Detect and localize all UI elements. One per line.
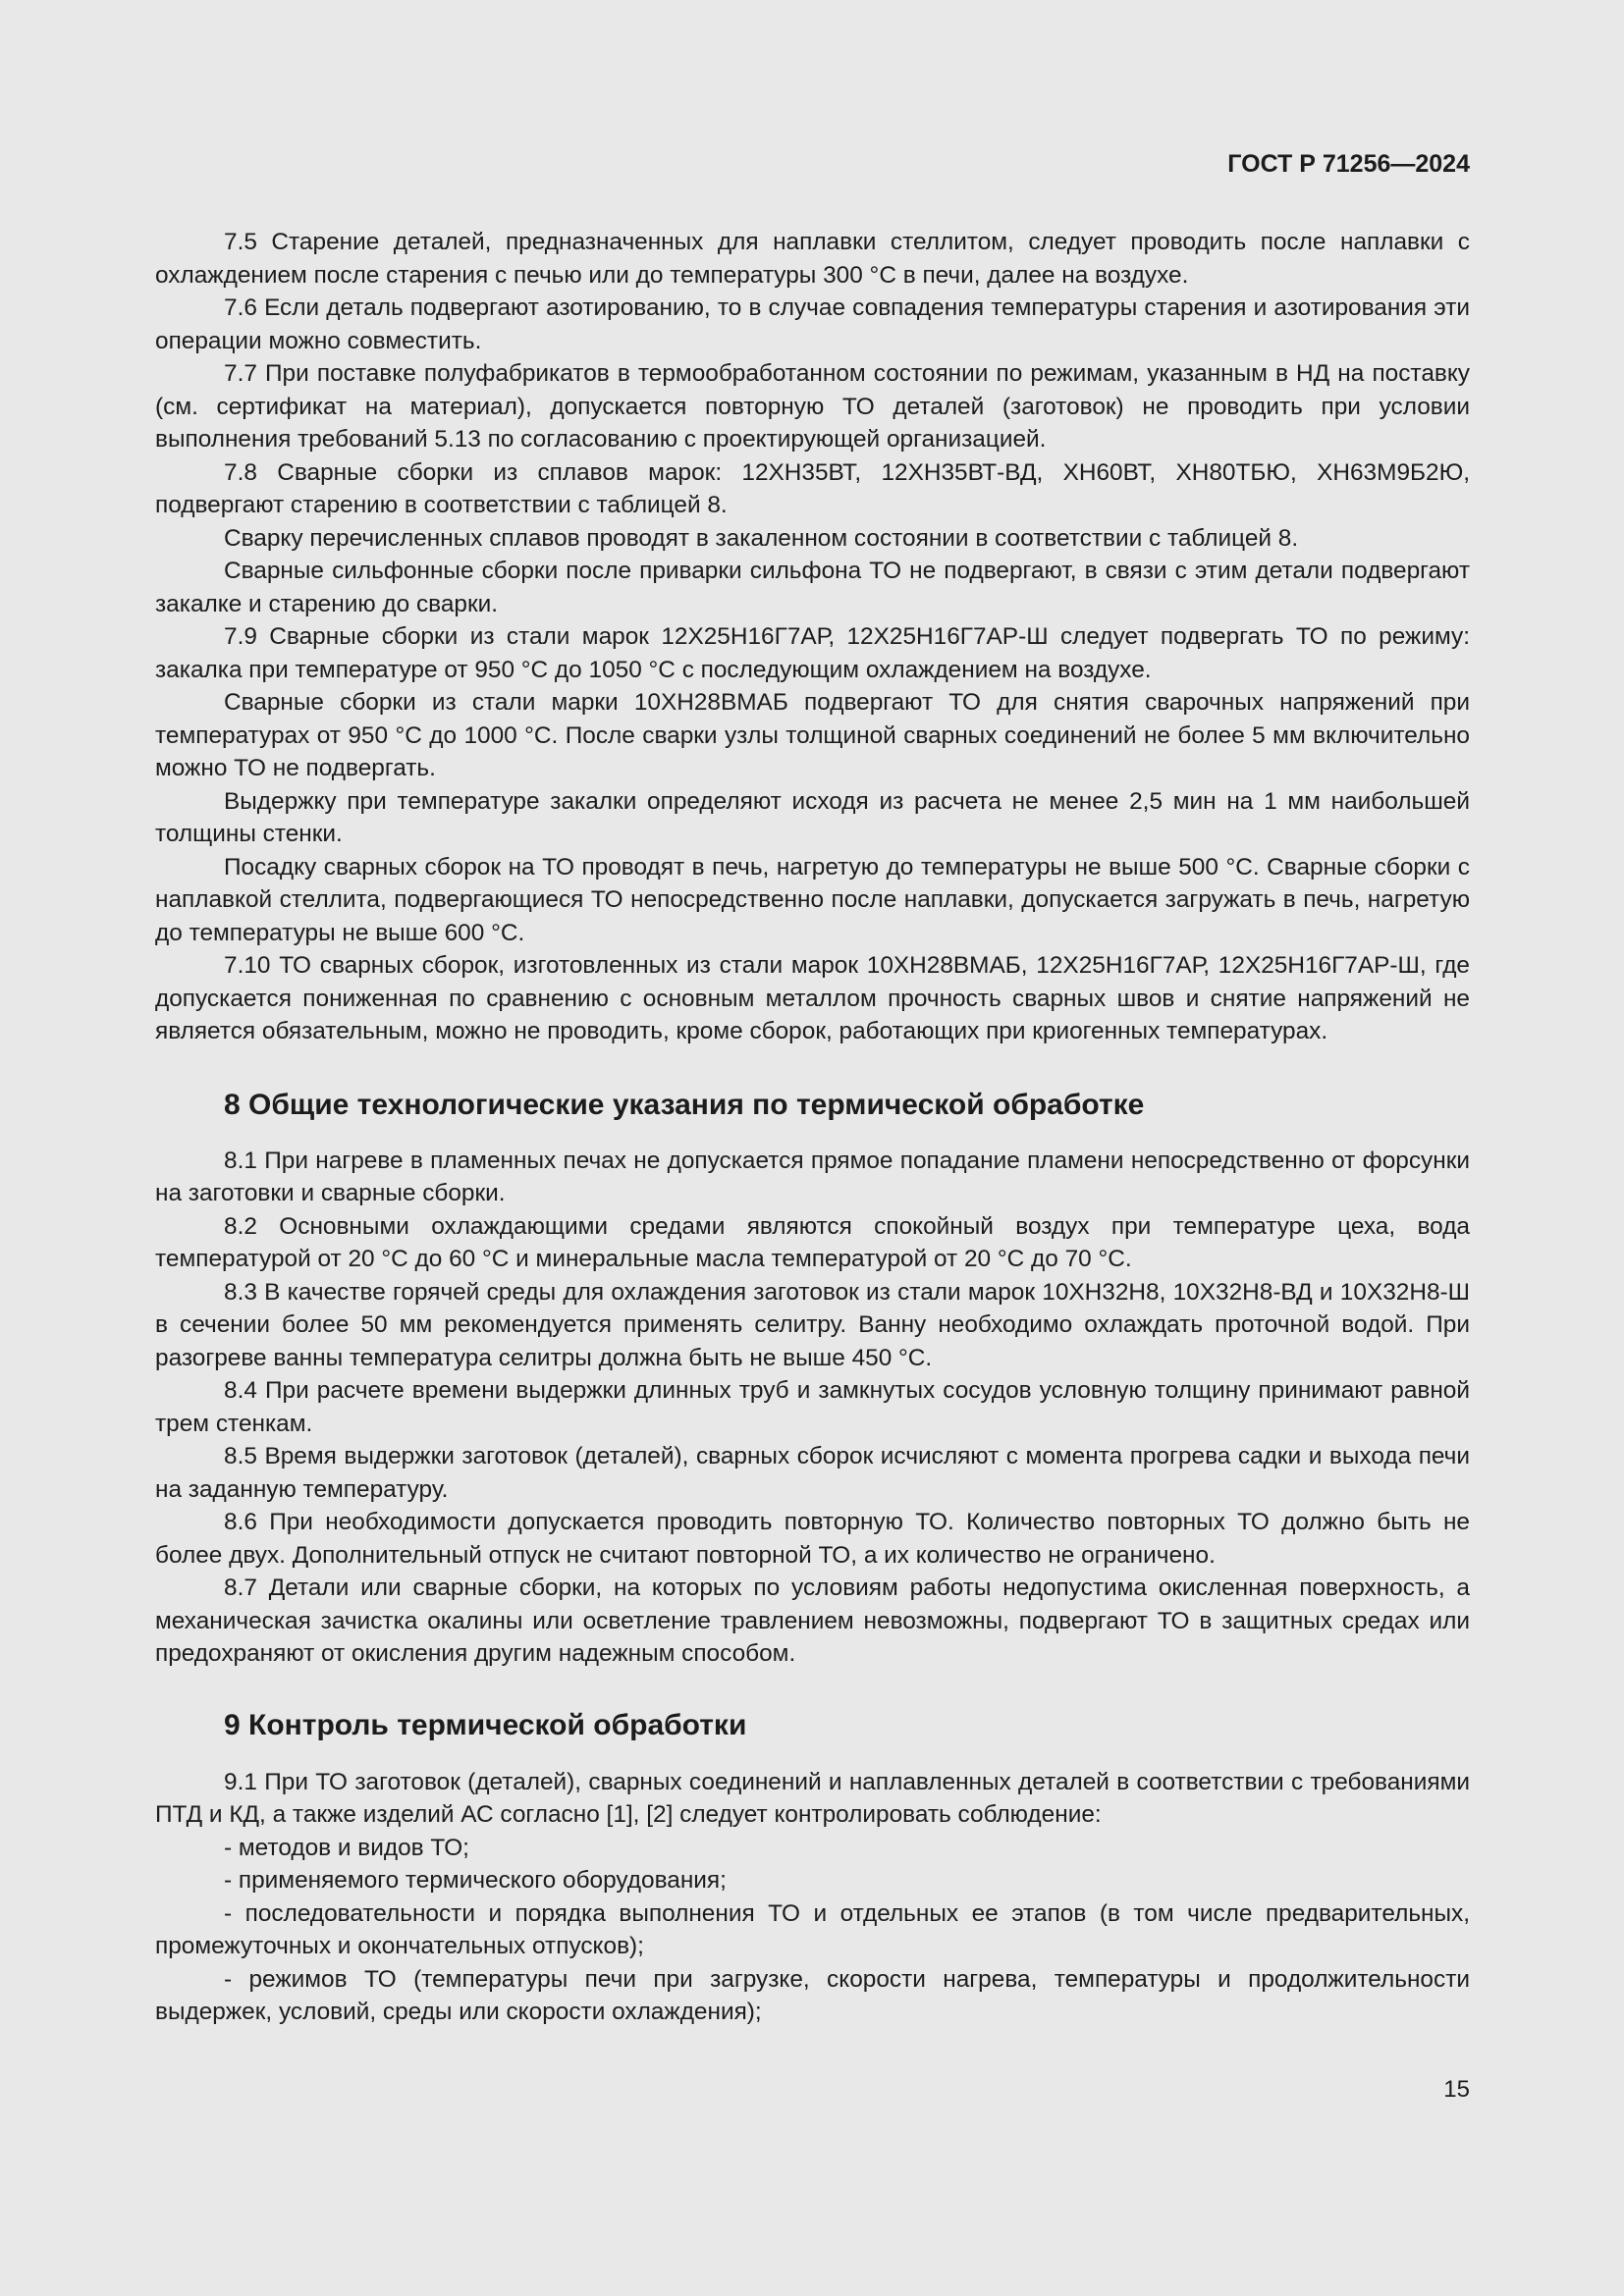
paragraph-8-6: 8.6 При необходимости допускается проводить повторную ТО. Количество повторных ТО должно быть не более двух. Дополнительный отпуск не считают повторной ТО, а их количество не ограничено. (155, 1509, 1470, 1569)
paragraph-9-1: 9.1 При ТО заготовок (деталей), сварных соединений и наплавленных деталей в соответствии с требованиями ПТД и КД, а также изделий АС согласно [1], [2] следует контролировать соблюдение: (155, 1768, 1470, 1828)
paragraph-7-9-stress-relief: Сварные сборки из стали марки 10ХН28ВМАБ подвергают ТО для снятия сварочных напряжений при температурах от 950 °C до 1000 °C. После сварки узлы толщиной сварных соединений не более 5 мм включительно можно ТО не подвергать. (155, 689, 1470, 781)
paragraph-8-7: 8.7 Детали или сварные сборки, на которых по условиям работы недопустима окисленная поверхность, а механическая зачистка окалины или осветление травлением невозможны, подвергают ТО в защитных средах или предохраняют от окисления другим надежным способом. (155, 1575, 1470, 1667)
paragraph-7-10: 7.10 ТО сварных сборок, изготовленных из стали марок 10ХН28ВМАБ, 12Х25Н16Г7АР, 12Х25Н16Г7АР-Ш, где допускается пониженная по сравнению с основным металлом прочность сварных швов и снятие напряжений не является обязательным, можно не проводить, кроме сборок, работающих при криогенных температурах. (155, 952, 1470, 1044)
section-8 (155, 1145, 1470, 1671)
section-9-heading: 9 Контроль термической обработки (224, 1708, 747, 1741)
paragraph-7-9: 7.9 Сварные сборки из стали марок 12Х25Н16Г7АР, 12Х25Н16Г7АР-Ш следует подвергать ТО по режиму: закалка при температуре от 950 °C до 1050 °C с последующим охлаждением на воздухе. (155, 623, 1470, 683)
page-number: 15 (1443, 2076, 1470, 2103)
paragraph-7-7: 7.7 При поставке полуфабрикатов в термообработанном состоянии по режимам, указанным в НД на поставку (см. сертификат на материал), допускается повторную ТО деталей (заготовок) не проводить при условии выполнения требований 5.13 по согласованию с проектирующей организацией. (155, 360, 1470, 453)
list-item-sequence: - последовательности и порядка выполнения ТО и отдельных ее этапов (в том числе предварительных, промежуточных и окончательных отпусков); (155, 1899, 1470, 1959)
section-9 (155, 1766, 1470, 2029)
document-standard-id: ГОСТ Р 71256—2024 (1227, 150, 1470, 178)
paragraph-7-5: 7.5 Старение деталей, предназначенных для наплавки стеллитом, следует проводить после наплавки с охлаждением после старения с печью или до температуры 300 °C в печи, далее на воздухе. (155, 229, 1470, 289)
paragraph-8-1: 8.1 При нагреве в пламенных печах не допускается прямое попадание пламени непосредственно от форсунки на заготовки и сварные сборки. (155, 1147, 1470, 1206)
page-content (155, 226, 1470, 2029)
paragraph-8-2: 8.2 Основными охлаждающими средами являются спокойный воздух при температуре цеха, вода температурой от 20 °C до 60 °C и минеральные масла температурой от 20 °C до 70 °C. (155, 1212, 1470, 1272)
list-item-modes: - режимов ТО (температуры печи при загрузке, скорости нагрева, температуры и продолжительности выдержек, условий, среды или скорости охлаждения); (155, 1965, 1470, 2025)
paragraph-7-9-loading: Посадку сварных сборок на ТО проводят в печь, нагретую до температуры не выше 500 °C. Сварные сборки с наплавкой стеллита, подвергающиеся ТО непосредственно после наплавки, допускается загружать в печь, нагретую до температуры не выше 600 °C. (155, 853, 1470, 946)
paragraph-8-5: 8.5 Время выдержки заготовок (деталей), сварных сборок исчисляют с момента прогрева садки и выхода печи на заданную температуру. (155, 1443, 1470, 1503)
list-item-equipment: - применяемого термического оборудования; (224, 1867, 727, 1894)
paragraph-7-8-welding: Сварку перечисленных сплавов проводят в закаленном состоянии в соответствии с таблицей 8. (224, 524, 1299, 552)
paragraph-8-4: 8.4 При расчете времени выдержки длинных труб и замкнутых сосудов условную толщину принимают равной трем стенкам. (155, 1377, 1470, 1437)
section-8-heading: 8 Общие технологические указания по термической обработке (224, 1088, 1145, 1121)
paragraph-7-9-holding: Выдержку при температуре закалки определяют исходя из расчета не менее 2,5 мин на 1 мм наибольшей толщины стенки. (155, 787, 1470, 847)
paragraph-8-3: 8.3 В качестве горячей среды для охлаждения заготовок из стали марок 10ХН32Н8, 10Х32Н8-ВД и 10Х32Н8-Ш в сечении более 50 мм рекомендуется применять селитру. Ванну необходимо охлаждать проточной водой. При разогреве ванны температура селитры должна быть не выше 450 °C. (155, 1278, 1470, 1371)
paragraph-7-8: 7.8 Сварные сборки из сплавов марок: 12ХН35ВТ, 12ХН35ВТ-ВД, ХН60ВТ, ХН80ТБЮ, ХН63М9Б2Ю, подвергают старению в соответствии с таблицей 8. (155, 458, 1470, 518)
paragraph-7-8-bellows: Сварные сильфонные сборки после приварки сильфона ТО не подвергают, в связи с этим детали подвергают закалке и старению до сварки. (155, 558, 1470, 617)
paragraph-7-6: 7.6 Если деталь подвергают азотированию, то в случае совпадения температуры старения и азотирования эти операции можно совместить. (155, 294, 1470, 354)
list-item-methods: - методов и видов ТО; (224, 1834, 469, 1861)
section-7-continuation (155, 226, 1470, 1048)
